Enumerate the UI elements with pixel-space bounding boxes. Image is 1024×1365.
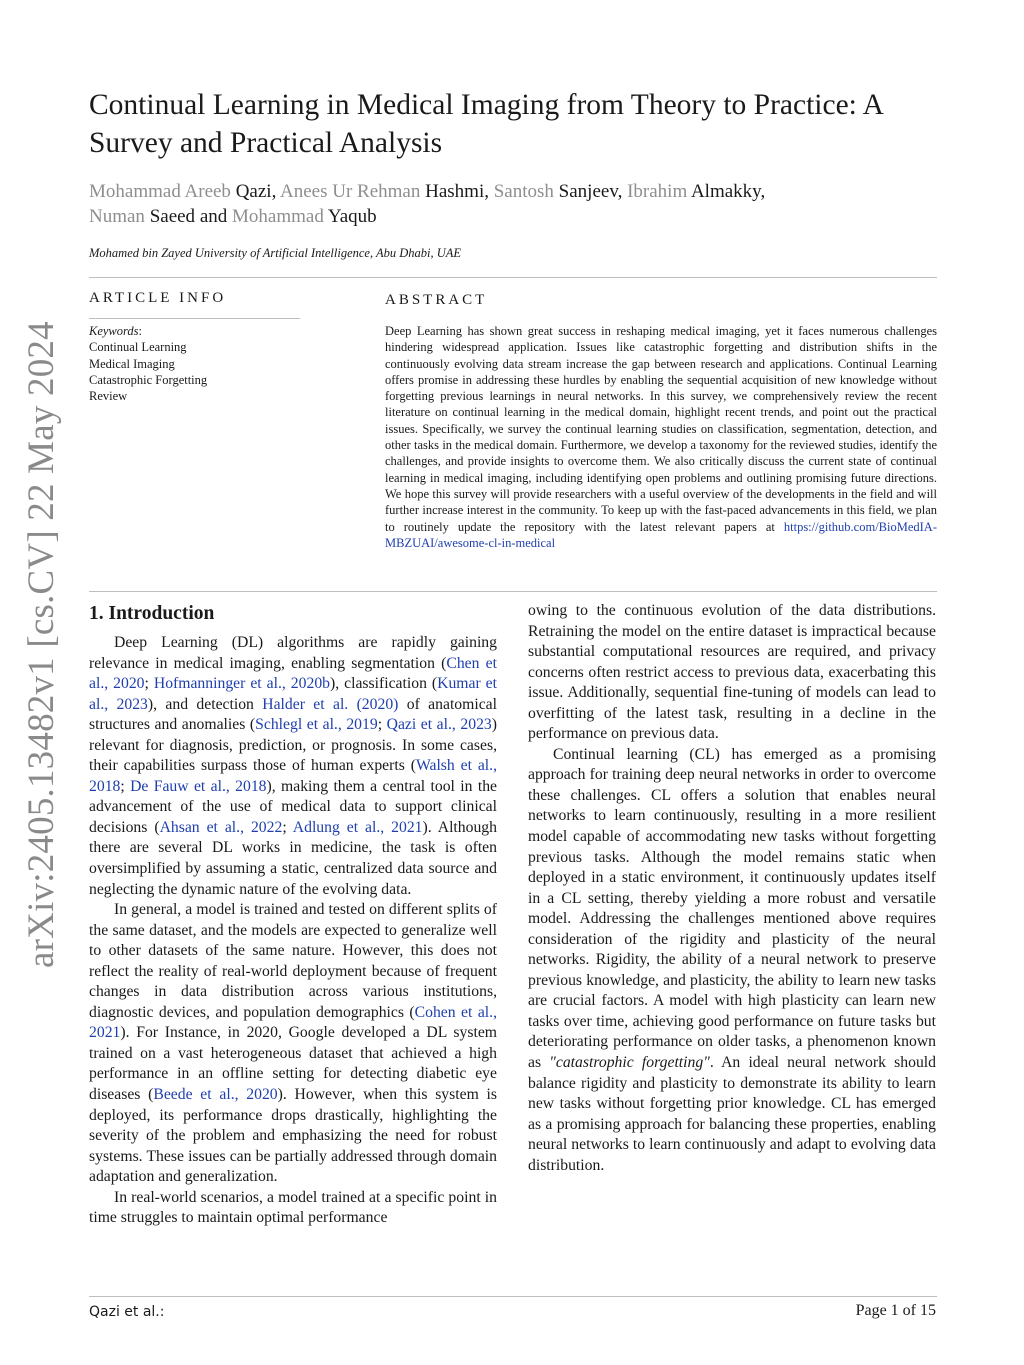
author: Santosh Sanjeev, [493, 181, 628, 202]
author-list [89, 179, 949, 229]
keyword: Continual Learning [89, 340, 187, 355]
citation-link[interactable]: Beede et al., 2020 [153, 1086, 278, 1104]
citation-link[interactable]: Halder et al. (2020) [262, 695, 399, 713]
affiliation: Mohamed bin Zayed University of Artificial Intelligence, Abu Dhabi, UAE [89, 246, 462, 260]
citation-link[interactable]: Cohen et al., 2021 [89, 1003, 497, 1042]
paragraph: Continual learning (CL) has emerged as a promising approach for training deep neural networks in order to overcome these challenges. CL offers a solution that enables neural networks to learn continuously, resulting in a more resilient model capable of accommodating new tasks without forgetting previous tasks. Although the model remains static when deployed in a static environment, it continuously updates itself in a CL setting, thereby yielding a more robust and versatile model. Addressing the challenges mentioned above requires consideration of the rigidity and plasticity of the neural networks. Rigidity, the ability of a neural network to preserve previous knowledge, and plasticity, the ability to learn new tasks are crucial factors. A model with high plasticity can learn new tasks over time, achieving good performance on future tasks but deteriorating performance on older tasks, a phenomenon known as "catastrophic forgetting". An ideal neural network should balance rigidity and plasticity to demonstrate its ability to learn new tasks without forgetting prior knowledge. CL has emerged as a promising approach for balancing these properties, enabling neural networks to learn continuously and adapt to evolving data distribution. [528, 745, 936, 1174]
author: Mohammad Yaqub [232, 206, 377, 227]
article-info-heading: ARTICLE INFO [89, 290, 227, 306]
citation-link[interactable]: Walsh et al., 2018 [89, 757, 498, 795]
paragraph: In general, a model is trained and tested on different splits of the same dataset, and the models are expected to generalize well to other datasets of the same nature. However, this does not reflect the reality of real-world deployment because of frequent changes in data distribution across various institutions, diagnostic devices, and population demographics (Cohen et al., 2021). For Instance, in 2020, Google developed a DL system trained on a vast heterogeneous dataset that achieved a high performance in an offline setting for detecting diabetic eye diseases (Beede et al., 2020). However, when this system is deployed, its performance drops drastically, highlighting the severity of the problem and emphasizing the need for robust systems. These issues can be partially addressed through domain adaptation and generalization. [89, 901, 497, 1186]
emphasis-term: "catastrophic forgetting" [549, 1054, 710, 1072]
abstract-divider [89, 591, 937, 592]
author: Ibrahim Almakky, [627, 181, 766, 202]
keywords-label: Keywords [89, 324, 139, 338]
keywords-block: Keywords: Continual Learning Medical Imaging Catastrophic Forgetting Review [89, 323, 309, 404]
page-number: Page 1 of 15 [855, 1302, 936, 1319]
abstract-body: Deep Learning has shown great success in reshaping medical imaging, yet it faces numerous challenges hindering widespread application. Issues like catastrophic forgetting and distribution shifts in the continuously evolving data stream increase the gap between research and applications. Continual Learning offers promise in addressing these hurdles by enabling the sequential acquisition of new knowledge without forgetting previous learnings in neural networks. In this survey, we comprehensively review the recent literature on continual learning in the medical domain, highlight recent trends, and point out the practical issues. Specifically, we survey the continual learning studies on classification, segmentation, detection, and other tasks in the medical domain. Furthermore, we develop a taxonomy for the reviewed studies, identify the challenges, and provide insights to overcome them. We also critically discuss the current state of continual learning in medical imaging, including identifying open problems and outlining promising future directions. We hope this survey will provide researchers with a useful overview of the developments in the field and will further increase interest in the community. To keep up with the fast-paced advancements in this field, we plan to routinely update the repository with the latest relevant papers at https://github.com/BioMedIA-MBZUAI/awesome-cl-in-medical [385, 324, 937, 550]
paragraph: In real-world scenarios, a model trained at a specific point in time struggles to maintain optimal performance [89, 1188, 497, 1227]
right-column [528, 601, 936, 1176]
keyword: Medical Imaging [89, 356, 175, 371]
keyword: Review [89, 389, 128, 404]
header-divider [89, 277, 937, 278]
citation-link[interactable]: Hofmanninger et al., 2020b [153, 675, 331, 693]
paper-title: Continual Learning in Medical Imaging from Theory to Practice: A Survey and Practical Analysis [89, 89, 883, 159]
citation-link[interactable]: Ahsan et al., 2022 [159, 818, 283, 836]
citation-link[interactable]: Kumar et al., 2023 [89, 675, 497, 713]
arxiv-identifier: arXiv:2405.13482v1 [cs.CV] 22 May 2024 [21, 321, 62, 968]
footer-running-author: Qazi et al.: [89, 1304, 165, 1320]
keyword: Catastrophic Forgetting [89, 372, 208, 387]
article-info-divider [89, 318, 300, 319]
author: Mohammad Areeb Qazi, [89, 181, 281, 202]
citation-link[interactable]: De Fauw et al., 2018 [130, 777, 267, 795]
paragraph: owing to the continuous evolution of the data distributions. Retraining the model on the entire dataset is impractical because substantial computational resources are required, and privacy concerns often restrict access to previous data, exacerbating this issue. Additionally, sequential fine-tuning of models can lead to overfitting of the latest task, resulting in a decline in the performance on previous data. [528, 602, 936, 743]
citation-link[interactable]: Adlung et al., 2021 [292, 818, 423, 836]
author: Anees Ur Rehman Hashmi, [280, 181, 494, 202]
citation-link[interactable]: Schlegl et al., 2019 [255, 716, 378, 734]
author: Numan Saeed and [89, 206, 232, 227]
citation-link[interactable]: Qazi et al., 2023 [386, 716, 492, 734]
abstract-heading: ABSTRACT [385, 292, 488, 308]
left-column [89, 633, 497, 1229]
repository-link[interactable]: https://github.com/BioMedIA-MBZUAI/awesome-cl-in-medical [385, 519, 937, 550]
footer-divider [89, 1296, 937, 1297]
paragraph: Deep Learning (DL) algorithms are rapidly gaining relevance in medical imaging, enabling segmentation (Chen et al., 2020; Hofmanninger et al., 2020b), classification (Kumar et al., 2023), and detection Halder et al. (2020) of anatomical structures and anomalies (Schlegl et al., 2019; Qazi et al., 2023) relevant for diagnosis, prediction, or prognosis. In some cases, their capabilities surpass those of human experts (Walsh et al., 2018; De Fauw et al., 2018), making them a central tool in the advancement of the use of medical data to support clinical decisions (Ahsan et al., 2022; Adlung et al., 2021). Although there are several DL works in medicine, the task is often oversimplified by assuming a static, centralized data source and neglecting the dynamic nature of the evolving data. [89, 634, 498, 898]
section-heading-introduction: 1. Introduction [89, 603, 215, 624]
citation-link[interactable]: Chen et al., 2020 [89, 654, 497, 693]
